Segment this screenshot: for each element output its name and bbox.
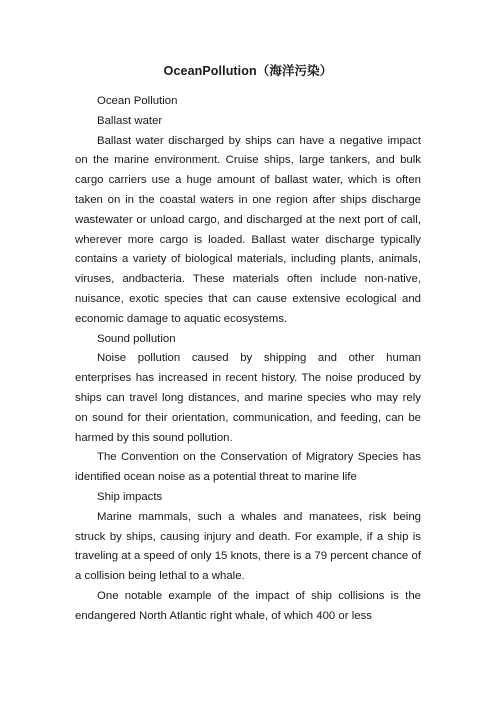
paragraph-convention: The Convention on the Conservation of Migratory Species has identified ocean noise as a potential threat to marine life (75, 451, 421, 484)
paragraph-sound-pollution-body: Noise pollution caused by shipping and other human enterprises has increased in recent history. The noise produced by ships can travel long distances, and marine species who may rely on sound for their orientation, communication, and feeding, can be harmed by this sound pollution. (75, 352, 421, 444)
paragraph-right-whale: One notable example of the impact of ship collisions is the endangered North Atlantic right whale, of which 400 or less (75, 589, 421, 622)
document-title: OceanPollution（海洋污染） (163, 64, 333, 78)
paragraph-heading-ocean-pollution: Ocean Pollution (97, 95, 178, 107)
paragraph-heading-ballast-water: Ballast water (97, 114, 163, 127)
paragraph-ballast-water-body: Ballast water discharged by ships can have a negative impact on the marine environment. Cruise ships, large tankers, and bulk cargo carriers use a huge amount of ballast water, which is often taken on in the coastal waters in one region after ships discharge wastewater or unload cargo, and discharged at the next port of call, wherever more cargo is loaded. Ballast water discharge typically contains a variety of biological materials, including plants, animals, viruses, andbacteria. These materials often include non-native, nuisance, exotic species that can cause extensive ecological and economic damage to aquatic ecosystems. (75, 134, 421, 325)
paragraph-heading-ship-impacts: Ship impacts (97, 490, 163, 503)
paragraph-ship-impacts-body: Marine mammals, such a whales and manatees, risk being struck by ships, causing injury and death. For example, if a ship is traveling at a speed of only 15 knots, there is a 79 percent chance of a collision being lethal to a whale. (75, 510, 421, 583)
paragraph-heading-sound-pollution: Sound pollution (97, 332, 176, 345)
